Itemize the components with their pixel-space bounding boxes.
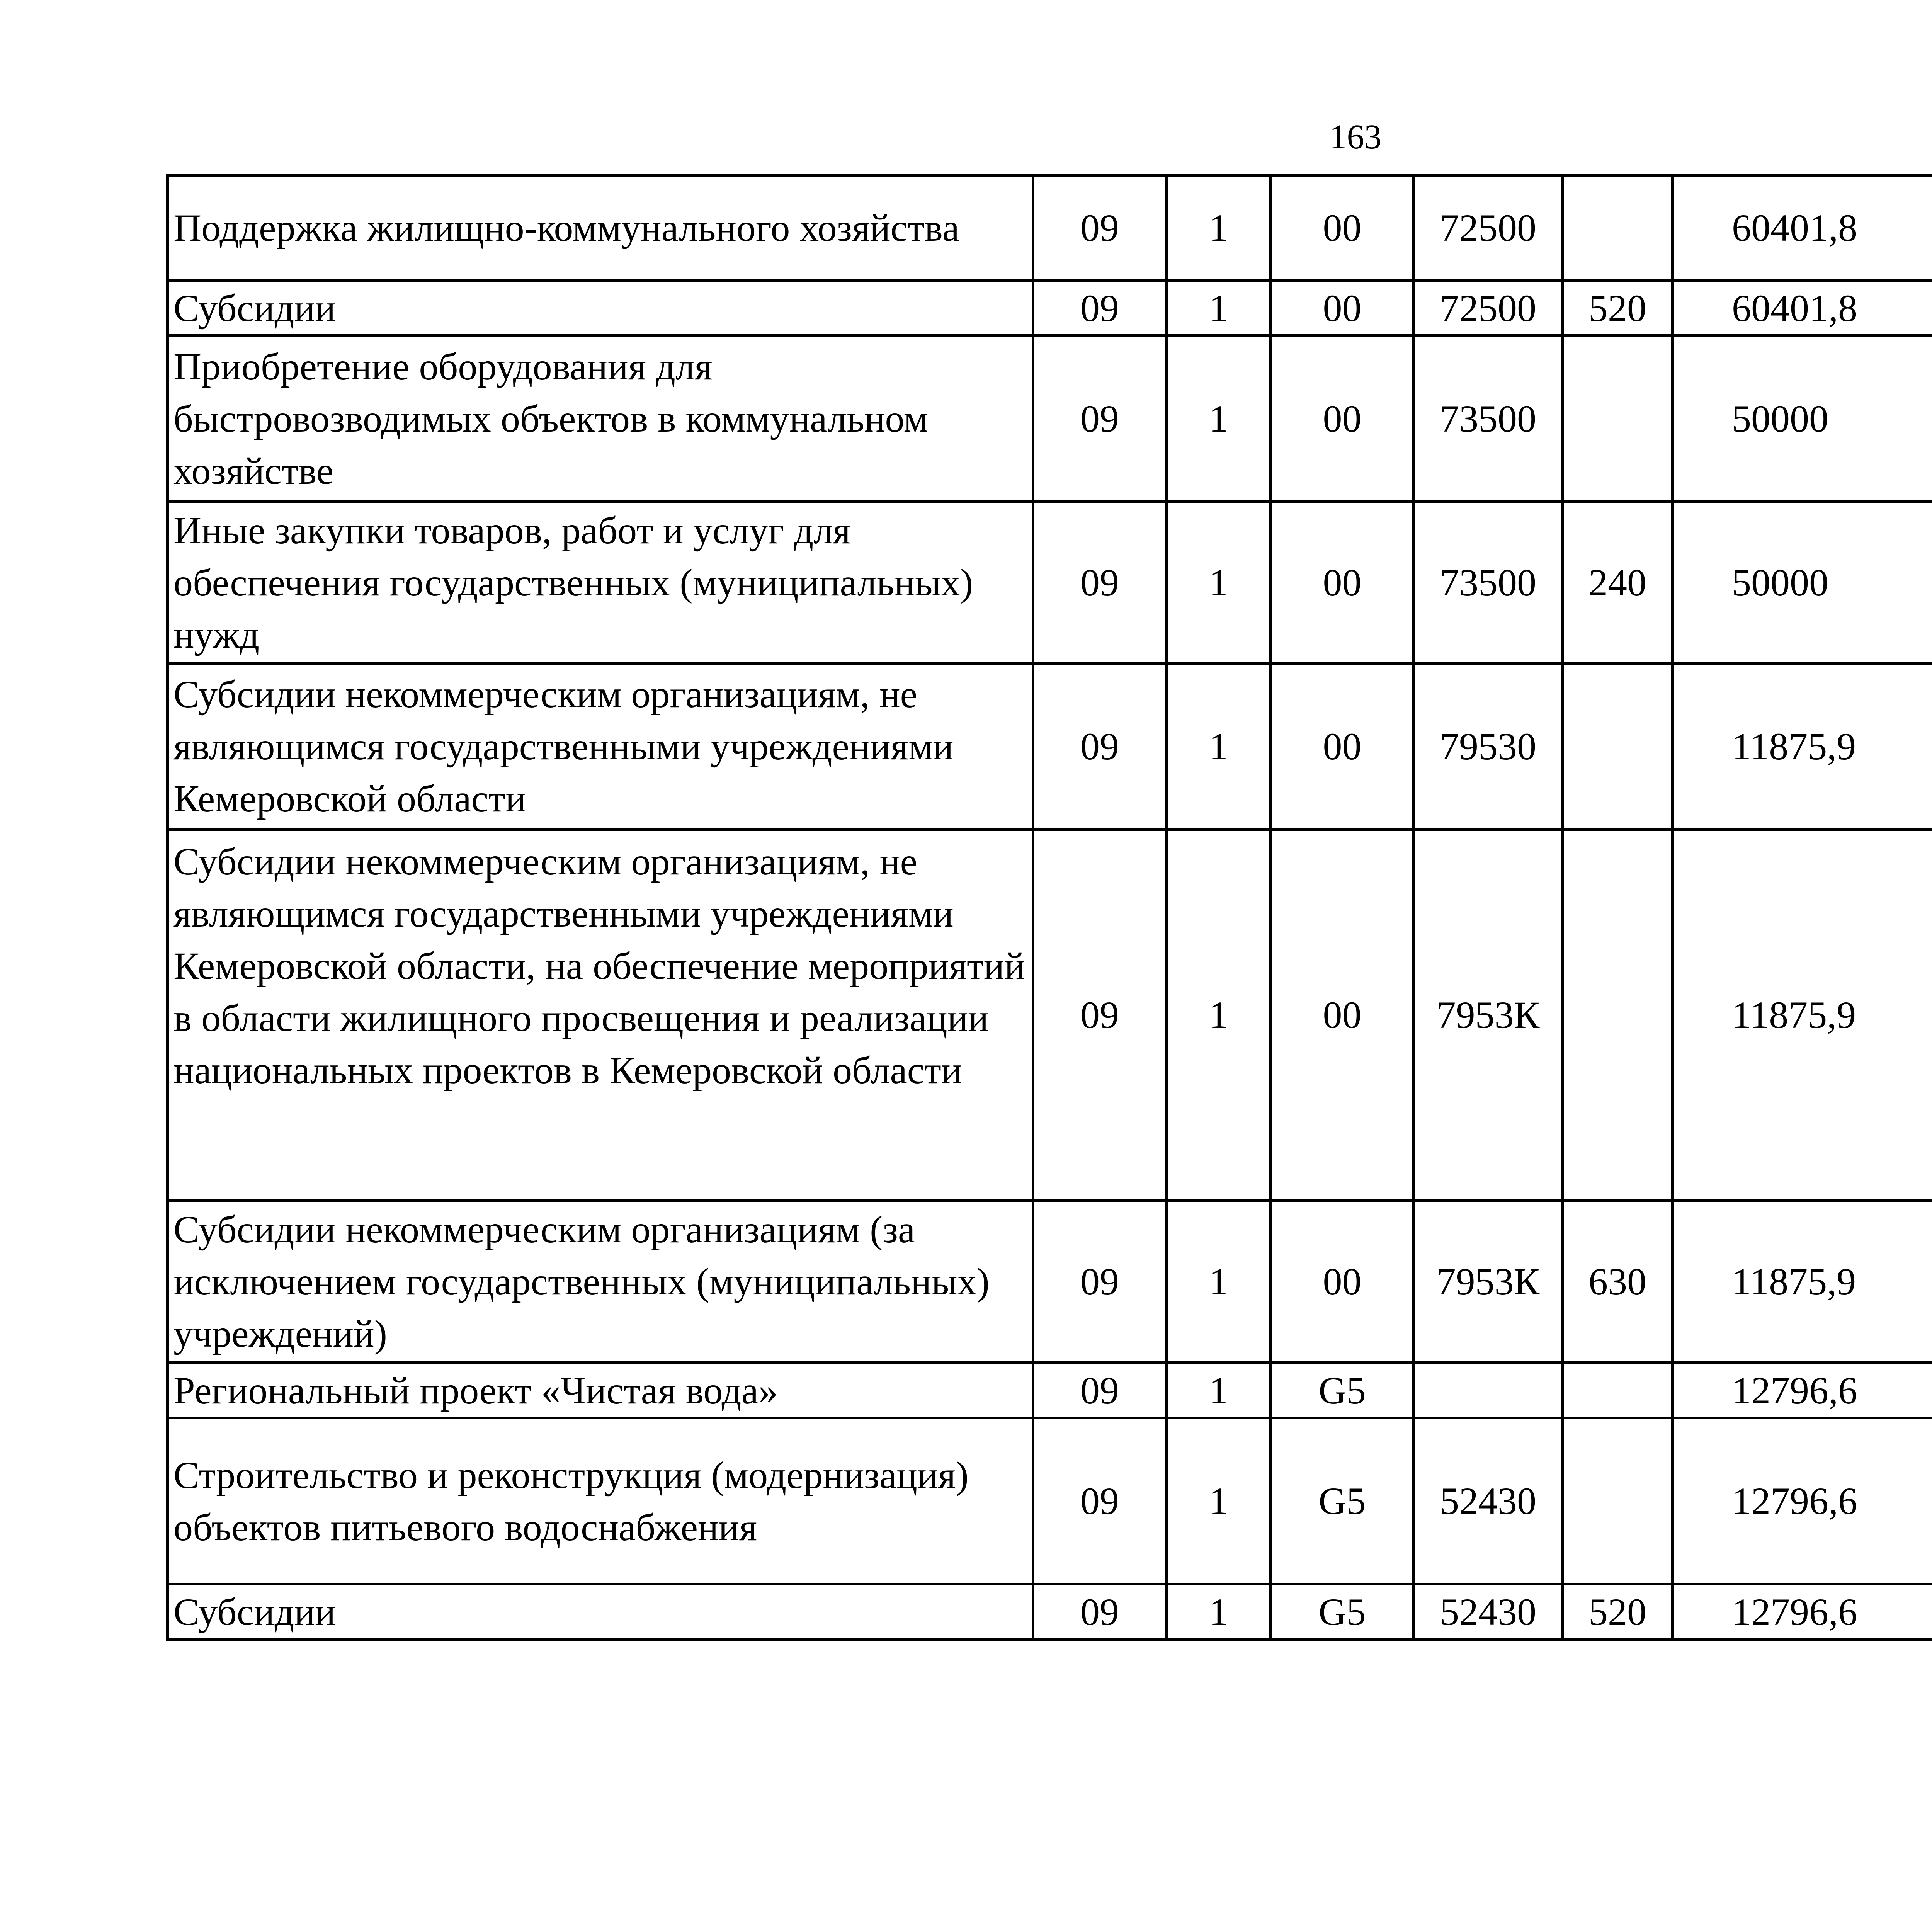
cell-expense-type: 630 (1563, 1201, 1673, 1363)
table-row (168, 663, 1932, 830)
cell-section: 09 (1033, 502, 1167, 663)
cell-target-article: 73500 (1414, 336, 1563, 502)
cell-program: 00 (1271, 336, 1414, 502)
cell-target-article: 73500 (1414, 502, 1563, 663)
cell-program: 00 (1271, 175, 1414, 281)
table-row (168, 175, 1932, 281)
cell-subsection: 1 (1167, 281, 1271, 336)
cell-subsection: 1 (1167, 175, 1271, 281)
table-row (168, 1363, 1932, 1418)
cell-expense-type (1563, 663, 1673, 830)
cell-target-article: 7953К (1414, 1201, 1563, 1363)
row-name: Региональный проект «Чистая вода» (168, 1363, 1033, 1418)
cell-amount-1: 60401,8 (1673, 281, 1932, 336)
cell-target-article: 72500 (1414, 281, 1563, 336)
cell-program: G5 (1271, 1584, 1414, 1640)
cell-target-article (1414, 1363, 1563, 1418)
cell-expense-type: 520 (1563, 1584, 1673, 1640)
cell-program: 00 (1271, 281, 1414, 336)
table-row (168, 281, 1932, 336)
cell-subsection: 1 (1167, 1418, 1271, 1584)
page-number: 163 (1329, 118, 1382, 156)
cell-section: 09 (1033, 1201, 1167, 1363)
cell-subsection: 1 (1167, 1584, 1271, 1640)
cell-expense-type (1563, 336, 1673, 502)
cell-program: 00 (1271, 830, 1414, 1201)
row-name: Поддержка жилищно-коммунального хозяйства (168, 175, 1033, 281)
row-name: Приобретение оборудования для быстровозводимых объектов в коммунальном хозяйстве (168, 336, 1033, 502)
cell-amount-1: 11875,9 (1673, 830, 1932, 1201)
cell-expense-type: 520 (1563, 281, 1673, 336)
cell-subsection: 1 (1167, 830, 1271, 1201)
cell-amount-1: 12796,6 (1673, 1584, 1932, 1640)
cell-subsection: 1 (1167, 502, 1271, 663)
table-row (168, 336, 1932, 502)
row-name: Иные закупки товаров, работ и услуг для обеспечения государственных (муниципальных) нужд (168, 502, 1033, 663)
cell-expense-type (1563, 175, 1673, 281)
cell-amount-1: 50000 (1673, 502, 1932, 663)
cell-target-article: 79530 (1414, 663, 1563, 830)
row-name: Строительство и реконструкция (модернизация) объектов питьевого водоснабжения (168, 1418, 1033, 1584)
cell-target-article: 72500 (1414, 175, 1563, 281)
cell-subsection: 1 (1167, 336, 1271, 502)
cell-subsection: 1 (1167, 1201, 1271, 1363)
row-name: Субсидии (168, 281, 1033, 336)
cell-amount-1: 11875,9 (1673, 1201, 1932, 1363)
cell-expense-type (1563, 830, 1673, 1201)
cell-amount-1: 12796,6 (1673, 1418, 1932, 1584)
cell-amount-1: 50000 (1673, 336, 1932, 502)
cell-expense-type (1563, 1363, 1673, 1418)
cell-program: G5 (1271, 1363, 1414, 1418)
table-row (168, 502, 1932, 663)
budget-table (166, 174, 1932, 1641)
cell-section: 09 (1033, 1363, 1167, 1418)
cell-amount-1: 60401,8 (1673, 175, 1932, 281)
cell-expense-type: 240 (1563, 502, 1673, 663)
cell-program: G5 (1271, 1418, 1414, 1584)
table-row (168, 1201, 1932, 1363)
cell-section: 09 (1033, 1418, 1167, 1584)
row-name: Субсидии (168, 1584, 1033, 1640)
cell-amount-1: 12796,6 (1673, 1363, 1932, 1418)
cell-section: 09 (1033, 336, 1167, 502)
cell-program: 00 (1271, 1201, 1414, 1363)
cell-expense-type (1563, 1418, 1673, 1584)
cell-section: 09 (1033, 830, 1167, 1201)
cell-subsection: 1 (1167, 663, 1271, 830)
cell-program: 00 (1271, 502, 1414, 663)
cell-section: 09 (1033, 663, 1167, 830)
cell-section: 09 (1033, 1584, 1167, 1640)
row-name: Субсидии некоммерческим организациям (за исключением государственных (муниципальных) учреждений) (168, 1201, 1033, 1363)
cell-target-article: 52430 (1414, 1584, 1563, 1640)
cell-section: 09 (1033, 281, 1167, 336)
table-row (168, 1418, 1932, 1584)
table-row (168, 830, 1932, 1201)
cell-target-article: 52430 (1414, 1418, 1563, 1584)
table-row (168, 1584, 1932, 1640)
cell-amount-1: 11875,9 (1673, 663, 1932, 830)
cell-target-article: 7953К (1414, 830, 1563, 1201)
row-name: Субсидии некоммерческим организациям, не являющимся государственными учреждениями Кемеровской области (168, 663, 1033, 830)
cell-subsection: 1 (1167, 1363, 1271, 1418)
cell-program: 00 (1271, 663, 1414, 830)
row-name: Субсидии некоммерческим организациям, не являющимся государственными учреждениями Кемеровской области, на обеспечение мероприятий в области жилищного просвещения и реализации национальных проектов в Кемеровской области (168, 830, 1033, 1201)
cell-section: 09 (1033, 175, 1167, 281)
